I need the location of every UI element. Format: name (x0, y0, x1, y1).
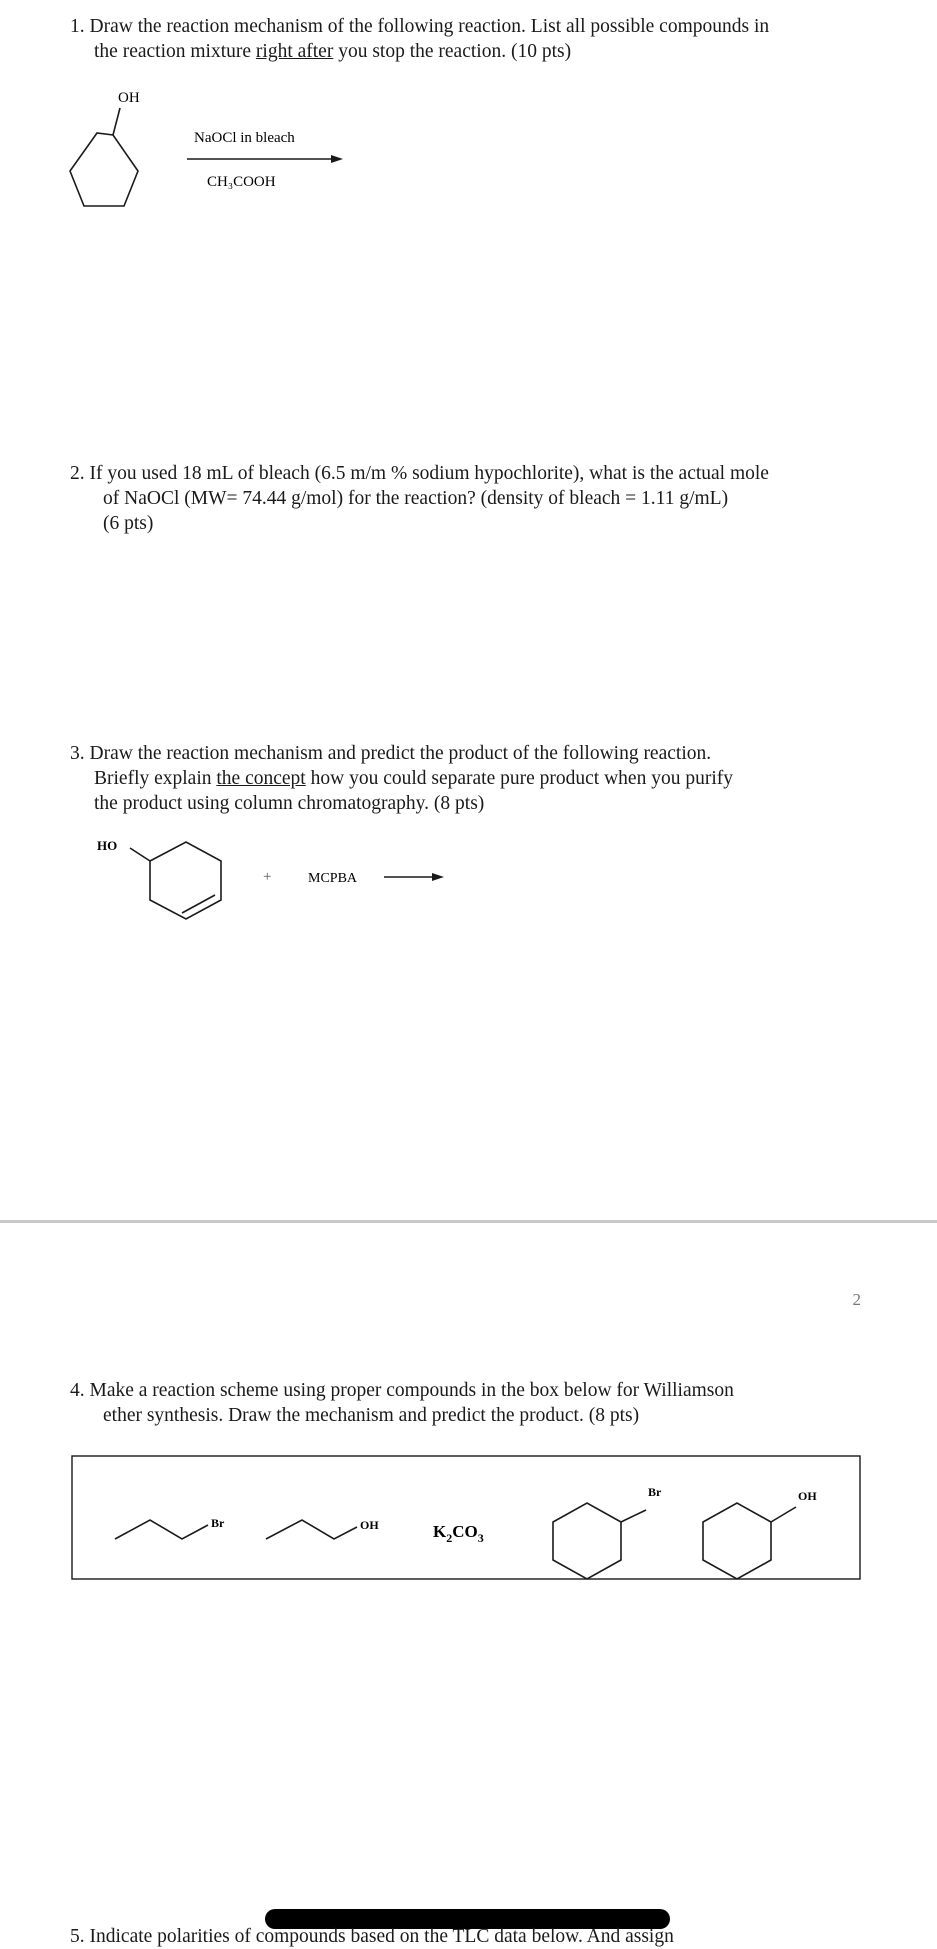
question-3-line-2-end: how you could separate pure product when you purify (305, 768, 733, 789)
cyclohexenol-structure (130, 842, 221, 919)
cyclohexenol-ho-label: HO (97, 838, 118, 853)
question-2-line-1: If you used 18 mL of bleach (6.5 m/m % sodium hypochlorite), what is the actual mole (89, 463, 769, 484)
cyclohexene-double-bond (182, 895, 215, 913)
reaction-3-arrowhead (432, 873, 444, 881)
propanol-oh-label: OH (360, 1518, 379, 1532)
question-1-number: 1. (70, 16, 85, 37)
reagent-mcpba: MCPBA (308, 871, 358, 886)
cyclohexene-ring (150, 842, 221, 919)
cyclopentanol-structure (70, 108, 138, 206)
question-3-line-2-start: Briefly explain (94, 768, 217, 789)
page-divider (0, 1220, 937, 1223)
cyclohexanol-oh-label: OH (798, 1489, 817, 1503)
question-3-underlined-phrase: the concept (216, 768, 306, 789)
reagent-naocl: NaOCl in bleach (194, 130, 295, 146)
compound-box (0, 1450, 937, 1590)
question-4-line-1: Make a reaction scheme using proper compounds in the box below for Williamson (89, 1380, 734, 1401)
compound-box-border (72, 1456, 860, 1579)
question-3 (70, 741, 870, 816)
cyclopentanol-oh-label: OH (118, 90, 140, 106)
ho-bond (130, 848, 150, 861)
reagent-acetic-acid: CH₃COOH (207, 174, 276, 190)
question-2 (70, 461, 870, 536)
cyclopentane-ring (70, 133, 138, 206)
bromocyclohexane-ring (553, 1503, 621, 1579)
potassium-carbonate-label: $K_2CO_3$ (433, 1522, 484, 1545)
reaction-1-arrowhead (331, 155, 343, 163)
propanol-chain (266, 1520, 357, 1539)
oh-bond (113, 108, 120, 135)
question-5-number: 5. (70, 1926, 85, 1947)
oh-bond-cyclohexanol (771, 1507, 796, 1522)
question-1-line-2-start: the reaction mixture (94, 41, 256, 62)
question-2-line-3: (6 pts) (103, 513, 154, 534)
question-5 (70, 1924, 870, 1949)
question-1-line-1: Draw the reaction mechanism of the following reaction. List all possible compounds in (89, 16, 770, 37)
bromopropane-structure (115, 1520, 208, 1539)
question-3-line-1: Draw the reaction mechanism and predict the product of the following reaction. (89, 743, 712, 764)
question-2-number: 2. (70, 463, 85, 484)
question-1-line-2-end: you stop the reaction. (10 pts) (333, 41, 572, 62)
cyclohexanol-structure (703, 1503, 796, 1579)
propanol-structure (266, 1520, 357, 1539)
question-4-line-2: ether synthesis. Draw the mechanism and predict the product. (8 pts) (103, 1405, 640, 1426)
question-1-underlined-phrase: right after (255, 41, 334, 62)
question-4-number: 4. (70, 1380, 85, 1401)
bromopropane-br-label: Br (211, 1516, 225, 1530)
question-5-line-1: Indicate polarities of compounds based on the TLC data below. And assign (89, 1926, 674, 1947)
question-4 (70, 1378, 870, 1428)
question-3-line-3: the product using column chromatography. (8 pts) (94, 793, 485, 814)
bromocyclohexane-br-label: Br (648, 1485, 662, 1499)
br-bond (621, 1510, 646, 1522)
question-2-line-2: of NaOCl (MW= 74.44 g/mol) for the reaction? (density of bleach = 1.11 g/mL) (103, 488, 729, 509)
question-3-number: 3. (70, 743, 85, 764)
reaction-3-scheme (0, 820, 937, 930)
bromocyclohexane-structure (553, 1503, 646, 1579)
plus-sign: + (263, 869, 272, 885)
cyclohexanol-ring (703, 1503, 771, 1579)
bromopropane-chain (115, 1520, 208, 1539)
reaction-1-scheme (0, 0, 937, 300)
page-number: 2 (852, 1290, 861, 1309)
